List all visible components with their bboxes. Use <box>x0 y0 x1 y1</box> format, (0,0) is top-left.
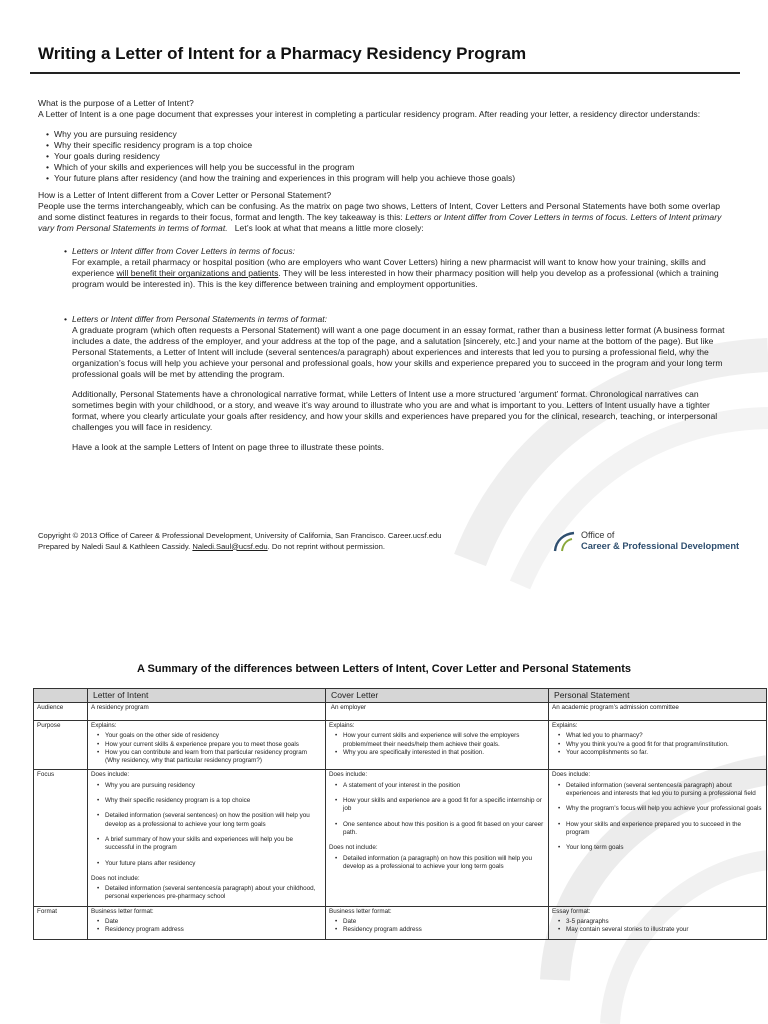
question-purpose: What is the purpose of a Letter of Intent? <box>38 98 194 108</box>
format-paragraph-3: Have a look at the sample Letters of Intent on page three to illustrate these points. <box>72 442 384 452</box>
table-header: Cover Letter <box>326 689 549 703</box>
table-cell: A residency program <box>88 703 326 721</box>
row-label: Purpose <box>34 721 88 770</box>
list-item: • Date <box>329 918 545 926</box>
body-text <box>38 98 728 453</box>
list-item: • 3-5 paragraphs <box>552 918 763 926</box>
format-heading: • Letters or Intent differ from Personal Statements in terms of format: <box>56 314 728 325</box>
table-header: Letter of Intent <box>88 689 326 703</box>
question-difference: How is a Letter of Intent different from a Cover Letter or Personal Statement? <box>38 190 332 200</box>
table-row-format <box>34 906 767 939</box>
list-item: • How your skills and experience prepared you to succeed in the program <box>552 821 763 838</box>
list-item: • How your current skills and experience will solve the employers problem/meet their needs/help them achieve their goals. <box>329 732 545 749</box>
list-item: • Residency program address <box>91 926 322 934</box>
list-item: • What led you to pharmacy? <box>552 732 763 740</box>
list-item: • How your current skills & experience prepare you to meet those goals <box>91 741 322 749</box>
list-item: • Why you are specifically interested in that position. <box>329 749 545 757</box>
list-item: • Date <box>91 918 322 926</box>
focus-paragraph: For example, a retail pharmacy or hospital position (who are employers who want Cover Letters) hiring a new pharmacist will want to know how your training, skills and experience will benefit their organizations and patients. They will be less interested in how their pharmacy position will help you develop as a professional (which a training program would be interested in). This is the key difference between training and employment opportunities. <box>72 257 719 289</box>
list-item: • Why the program’s focus will help you achieve your professional goals <box>552 805 763 813</box>
logo-line-1: Office of <box>581 530 615 540</box>
table-cell: Essay format: • 3-5 paragraphs • May contain several stories to illustrate your <box>549 906 767 939</box>
table-cell: Does include: • Why you are pursuing residency • Why their specific residency program is a top choice • Detailed information (several sentences) on how the position will help you develop as a professional to achieve your long term goals • A brief summary of how your skills and experiences will help you be successful in the program • Your future plans after residency Does not include: • Detailed information (several sentences/a paragraph) about your childhood, personal experiences pre-pharmacy school <box>88 770 326 906</box>
format-section <box>38 314 728 325</box>
table-row-purpose <box>34 721 767 770</box>
page-title: Writing a Letter of Intent for a Pharmacy Residency Program <box>38 44 527 63</box>
table-cell: Does include: • A statement of your interest in the position • How your skills and experience are a good fit for a specific internship or job • One sentence about how this position is a good fit based on your career path. Does not include: • Detailed information (a paragraph) on how this position will help you develop as a professional to achieve your long term goals <box>326 770 549 906</box>
list-item: • How your skills and experience are a good fit for a specific internship or job <box>329 797 545 814</box>
row-label: Focus <box>34 770 88 906</box>
table-cell: An employer <box>326 703 549 721</box>
list-item: • One sentence about how this position is a good fit based on your career path. <box>329 821 545 838</box>
list-item: • A statement of your interest in the position <box>329 782 545 790</box>
list-item: • Why you are pursuing residency <box>91 782 322 790</box>
list-item: • Why their specific residency program is a top choice <box>38 140 728 151</box>
list-item: • Residency program address <box>329 926 545 934</box>
list-item: • Detailed information (several sentences/a paragraph) about your childhood, personal experiences pre-pharmacy school <box>91 885 322 902</box>
table-row-focus <box>34 770 767 906</box>
list-item: • Your goals on the other side of residency <box>91 732 322 740</box>
focus-heading: • Letters or Intent differ from Cover Letters in terms of focus: <box>56 246 728 257</box>
format-paragraph-2: Additionally, Personal Statements have a chronological narrative format, while Letters of Intent use a more structured ‘argument’ format. Chronological narratives can sometimes begin with your childhood, or a story, and weave it’s way around to illustrate who you are and what is important to you. Letters of Intent usually have a tighter format, where you clearly articulate your goals after residency, and how your skills and experiences have prepared you for the clinical, research, teaching, or interpersonal challenges you will face in residency. <box>72 389 718 432</box>
table-header-row <box>34 689 767 703</box>
logo-line-2: Career & Professional Development <box>581 541 740 551</box>
table-cell: Explains: • How your current skills and experience will solve the employers problem/meet their needs/help them achieve their goals. • Why you are specifically interested in that position. <box>326 721 549 770</box>
title-rule <box>30 72 740 74</box>
table-cell: Explains: • What led you to pharmacy? • Why you think you’re a good fit for that program/institution. • Your accomplishments so far. <box>549 721 767 770</box>
list-item: • Which of your skills and experiences will help you be successful in the program <box>38 162 728 173</box>
table-cell: Business letter format: • Date • Residency program address <box>88 906 326 939</box>
list-item: • Your accomplishments so far. <box>552 749 763 757</box>
list-item: • May contain several stories to illustrate your <box>552 926 763 934</box>
table-cell: Explains: • Your goals on the other side of residency • How your current skills & experience prepare you to meet those goals • How you can contribute and learn from that particular residency program (Why residency, why that particular residency program?) <box>88 721 326 770</box>
table-cell: Does include: • Detailed information (several sentences/a paragraph) about experiences and interests that led you to pursing a professional field • Why the program’s focus will help you achieve your professional goals • How your skills and experience prepared you to succeed in the program • Your long term goals <box>549 770 767 906</box>
author-email-link[interactable]: Naledi.Saul@ucsf.edu <box>192 541 268 551</box>
row-label: Audience <box>34 703 88 721</box>
table-header: Personal Statement <box>549 689 767 703</box>
list-item: • Your goals during residency <box>38 151 728 162</box>
table-header-blank <box>34 689 88 703</box>
list-item: • Your future plans after residency <box>91 860 322 868</box>
list-item: • Why their specific residency program is a top choice <box>91 797 322 805</box>
summary-table <box>33 688 767 940</box>
list-item: • Detailed information (several sentences/a paragraph) about experiences and interests that led you to pursing a professional field <box>552 782 763 799</box>
list-item: • Detailed information (a paragraph) on how this position will help you develop as a professional to achieve your long term goals <box>329 855 545 872</box>
list-item: • How you can contribute and learn from that particular residency program (Why residency, why that particular residency program?) <box>91 749 322 766</box>
list-item: • A brief summary of how your skills and experiences will help you be successful in the program <box>91 836 322 853</box>
format-paragraph-1: A graduate program (which often requests a Personal Statement) will want a one page document in an essay format, rather than a business letter format (A business format includes a date, the address of the employer, and your address at the top of the page, and a salutation [sincerely, etc.] and your name at the bottom of the page). But like Personal Statements, a Letter of Intent will include (several sentences/a paragraph) about experiences and interests that led you to pursing a professional field, why the organization’s focus will help you achieve your personal and professional goals, how your skills and experience prepared you to succeed in the program and your long term professional goals will be met by attending the program. <box>72 325 725 379</box>
key-takeaway: Letters or Intent differ from Cover Letters in terms of focus. Letters of Intent primary vary from Personal Statements in terms of format. <box>38 212 722 233</box>
purpose-paragraph: A Letter of Intent is a one page document that expresses your interest in completing a particular residency program. After reading your letter, a residency director understands: <box>38 109 701 119</box>
copyright-notice <box>38 531 558 552</box>
row-label: Format <box>34 906 88 939</box>
focus-section <box>38 246 728 257</box>
table-cell: Business letter format: • Date • Residency program address <box>326 906 549 939</box>
list-item: • Your long term goals <box>552 844 763 852</box>
copyright-line: Copyright © 2013 Office of Career & Professional Development, University of California, San Francisco. Career.ucsf.edu <box>38 531 442 540</box>
office-logo <box>552 530 757 554</box>
table-cell: An academic program’s admission committee <box>549 703 767 721</box>
logo-mark-icon <box>552 531 576 553</box>
list-item: • Why you are pursuing residency <box>38 129 728 140</box>
list-item: • Your future plans after residency (and how the training and experiences in this program will help you achieve those goals) <box>38 173 728 184</box>
purpose-list <box>38 129 728 184</box>
prepared-by-line: Prepared by Naledi Saul & Kathleen Cassidy. Naledi.Saul@ucsf.edu. Do not reprint without permission. <box>38 541 385 551</box>
list-item: • Why you think you’re a good fit for that program/institution. <box>552 741 763 749</box>
summary-title: A Summary of the differences between Letters of Intent, Cover Letter and Personal Statements <box>136 663 632 675</box>
table-row-audience <box>34 703 767 721</box>
list-item: • Detailed information (several sentences) on how the position will help you develop as a professional to achieve your long term goals <box>91 812 322 829</box>
difference-paragraph: People use the terms interchangeably, which can be confusing. As the matrix on page two shows, Letters of Intent, Cover Letters and Personal Statements have both some overlap and some distinct features in regards to their focus, format and length. The key takeaway is this: Letters or Intent differ from Cover Letters in terms of focus. Letters of Intent primary vary from Personal Statements in terms of format. Let’s look at what that means a little more closely: <box>38 201 722 233</box>
